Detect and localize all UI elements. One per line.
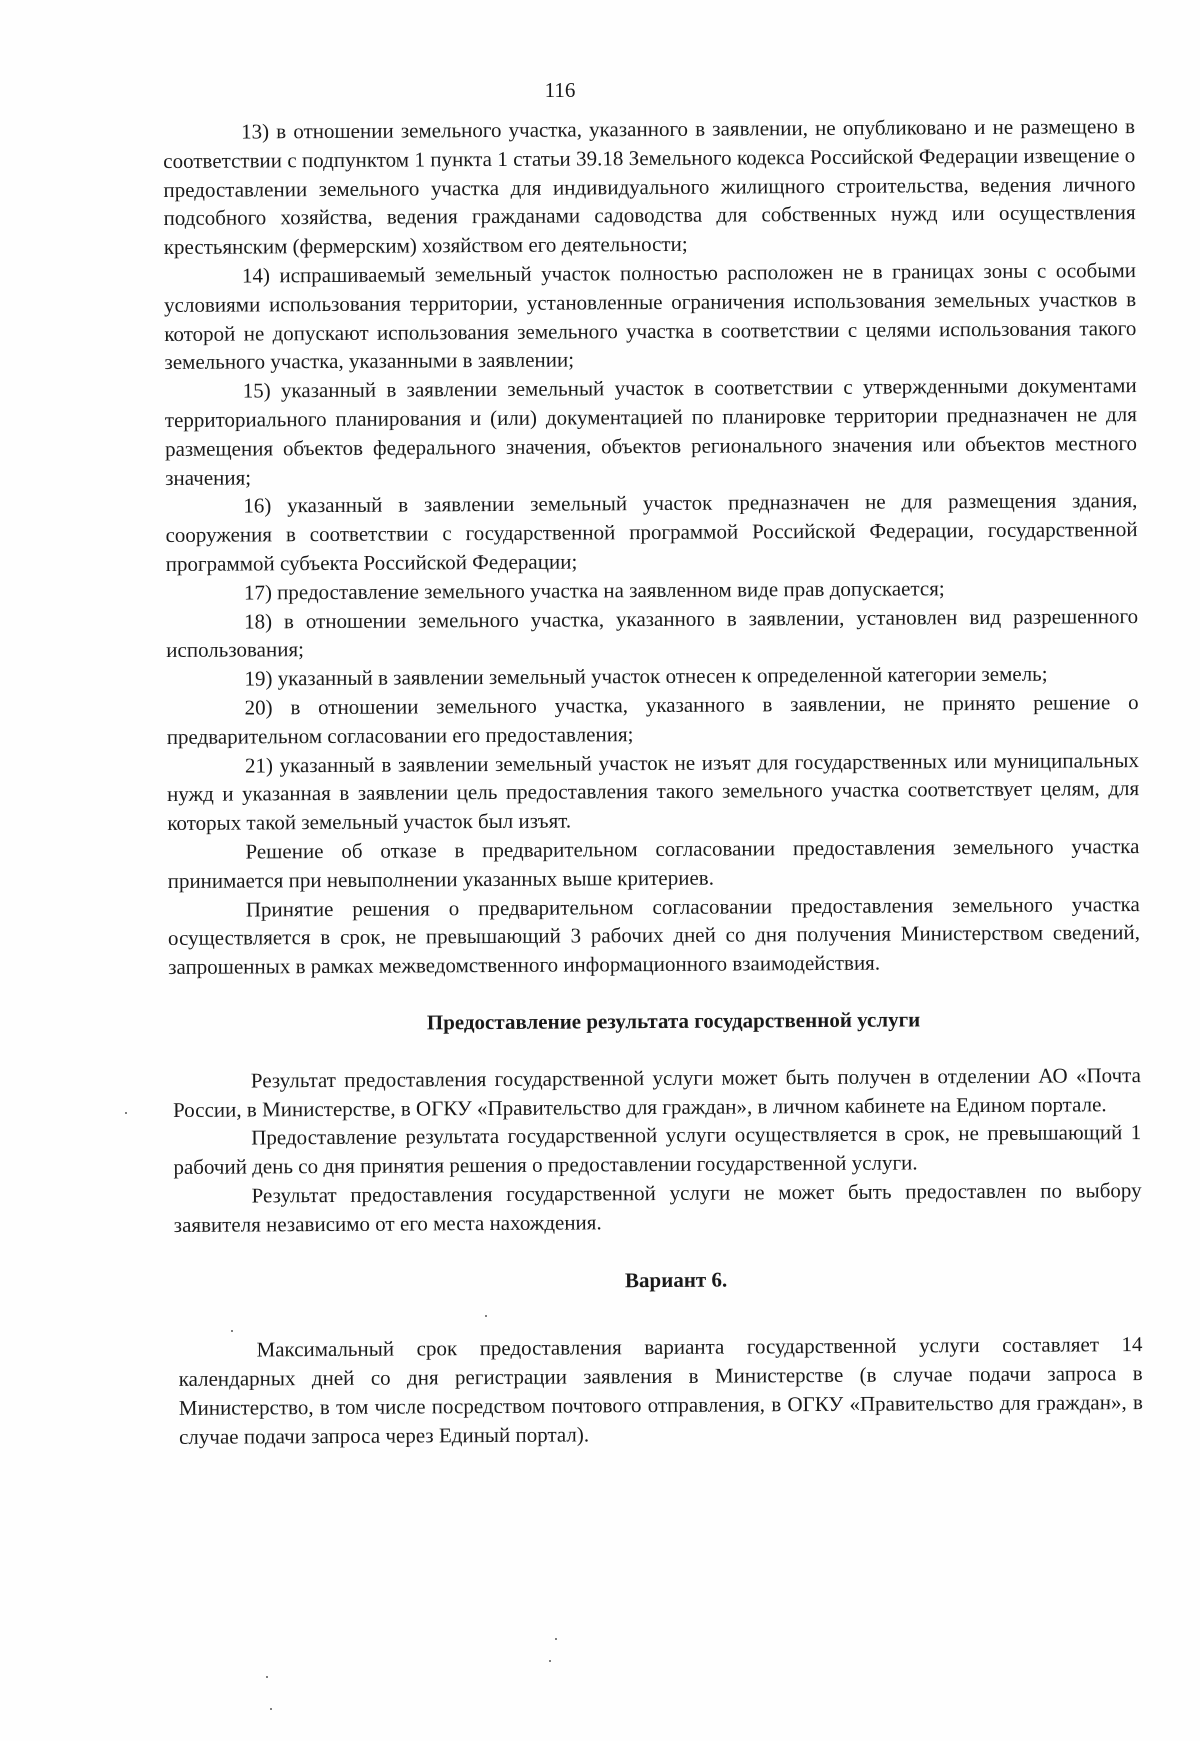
condition-18: 18) в отношении земельного участка, указанного в заявлении, установлен вид разрешенного использования;: [166, 603, 1139, 663]
condition-14: 14) испрашиваемый земельный участок полностью расположен не в границах зоны с особыми условиями использования территории, установленные ограничения использования земельных участков в которой не допускают использования земельного участка в соответствии с целями использования такого земельного участка, указанными в заявлении;: [164, 258, 1137, 375]
refusal-paragraph: Решение об отказе в предварительном согласовании предоставления земельного участка принимается при невыполнении указанных выше критериев.: [167, 833, 1140, 893]
result-paragraph: Результат предоставления государственной услуги не может быть предоставлен по выбору заявителя независимо от его места нахождения.: [173, 1177, 1142, 1237]
section-heading-variant: Вариант 6.: [624, 1268, 728, 1293]
section-heading-result: Предоставление результата государственной услуги: [426, 1007, 921, 1035]
decision-term-paragraph: Принятие решения о предварительном согласовании предоставления земельного участка осуществляется в срок, не превышающий 3 рабочих дней со дня получения Министерством сведений, запрошенных в рамках межведомственного информационного взаимодействия.: [167, 891, 1141, 980]
result-paragraph: Предоставление результата государственной услуги осуществляется в срок, не превышающий 1 рабочий день со дня принятия решения о предоставлении государственной услуги.: [173, 1120, 1142, 1180]
condition-21: 21) указанный в заявлении земельный участок не изъят для государственных или муниципальных нужд и указанная в заявлении цель предоставления такого земельного участка соответствует целям, для которых такой земельный участок был изъят.: [167, 747, 1140, 836]
scan-speck: [485, 1315, 487, 1317]
condition-19: 19) указанный в заявлении земельный участок отнесен к определенной категории земель;: [244, 661, 1048, 691]
variant-section: [170, 1330, 1143, 1451]
condition-17: 17) предоставление земельного участка на заявленном виде прав допускается;: [243, 575, 945, 605]
scan-speck: [549, 1660, 551, 1662]
scan-speck: [270, 1708, 272, 1710]
scan-speck: [231, 1330, 233, 1332]
page-number: 116: [544, 78, 576, 102]
result-paragraph: Результат предоставления государственной услуги может быть получен в отделении АО «Почта России, в Министерстве, в ОГКУ «Правительство для граждан», в личном кабинете на Едином портале.: [172, 1062, 1141, 1122]
condition-20: 20) в отношении земельного участка, указанного в заявлении, не принято решение о предварительном согласовании его предоставления;: [166, 689, 1139, 749]
scan-speck: [125, 1112, 127, 1114]
condition-13: 13) в отношении земельного участка, указанного в заявлении, не опубликовано и не размещено в соответствии с подпунктом 1 пункта 1 статьи 39.18 Земельного кодекса Российской Федерации извещение о предоставлении земельного участка для индивидуального жилищного строительства, ведения личного подсобного хозяйства, ведения гражданами садоводства для собственных нужд или осуществления крестьянским (фермерским) хозяйством его деятельности;: [163, 114, 1136, 260]
result-section: [169, 1061, 1142, 1240]
condition-15: 15) указанный в заявлении земельный участок в соответствии с утвержденными документами территориального планирования и (или) документацией по планировке территории предназначен не для размещения объектов федерального значения, объектов регионального значения или объектов местного значения;: [164, 373, 1138, 490]
variant-paragraph: Максимальный срок предоставления варианта государственной услуги составляет 14 календарных дней со дня регистрации заявления в Министерстве (в случае подачи запроса в Министерство, в том числе посредством почтового отправления, в ОГКУ «Правительство для граждан», в случае подачи запроса через Единый портал).: [178, 1332, 1143, 1449]
scan-speck: [266, 1676, 268, 1678]
page-content: [163, 112, 1143, 1451]
condition-16: 16) указанный в заявлении земельный участок предназначен не для размещения здания, сооружения в соответствии с государственной программой Российской Федерации, государственной программой субъекта Российской Федерации;: [165, 488, 1138, 576]
scan-speck: [555, 1638, 557, 1640]
